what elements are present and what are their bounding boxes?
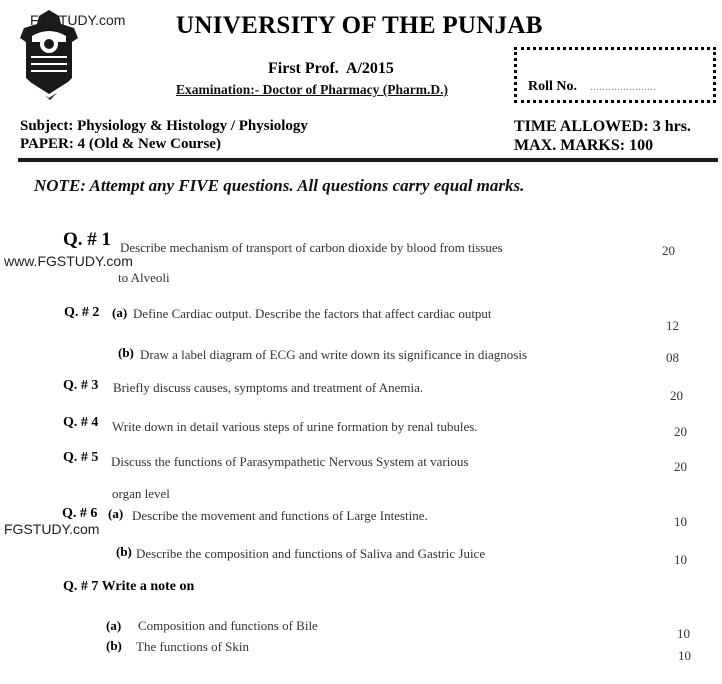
time-allowed: TIME ALLOWED: 3 hrs. bbox=[514, 118, 691, 135]
question-6-label: Q. # 6 bbox=[62, 506, 98, 521]
subject-label: Subject: Physiology & Histology / Physiology bbox=[20, 118, 308, 134]
question-6b-marks: 10 bbox=[674, 552, 687, 567]
question-7b-marks: 10 bbox=[678, 648, 691, 663]
question-3-label: Q. # 3 bbox=[63, 378, 99, 393]
watermark-mid: www.FGSTUDY.com bbox=[4, 253, 133, 269]
instructions-note: NOTE: Attempt any FIVE questions. All questions carry equal marks. bbox=[34, 176, 525, 195]
question-7a-part: (a) bbox=[106, 618, 122, 633]
question-1-label: Q. # 1 bbox=[63, 229, 112, 250]
question-6b-text: Describe the composition and functions of Saliva and Gastric Juice bbox=[136, 546, 486, 561]
question-7-label: Q. # 7 Write a note on bbox=[63, 579, 195, 594]
question-7b-part: (b) bbox=[106, 638, 122, 653]
question-2b-text: Draw a label diagram of ECG and write down its significance in diagnosis bbox=[140, 347, 528, 362]
question-1-marks: 20 bbox=[662, 243, 675, 258]
question-3-marks: 20 bbox=[670, 388, 683, 403]
question-1-text: Describe mechanism of transport of carbon dioxide by blood from tissues bbox=[120, 240, 503, 255]
question-4-text: Write down in detail various steps of urine formation by renal tubules. bbox=[112, 419, 478, 434]
question-5-text: Discuss the functions of Parasympathetic Nervous System at various bbox=[111, 454, 469, 469]
question-3-text: Briefly discuss causes, symptoms and treatment of Anemia. bbox=[113, 380, 424, 395]
question-2-label: Q. # 2 bbox=[64, 305, 100, 320]
university-title: UNIVERSITY OF THE PUNJAB bbox=[176, 12, 543, 39]
question-2a-part: (a) bbox=[112, 305, 128, 320]
question-1-text-cont: to Alveoli bbox=[118, 270, 170, 285]
roll-no-label: Roll No. bbox=[528, 79, 577, 94]
question-2a-marks: 12 bbox=[666, 318, 679, 333]
watermark-top: FGSTUDY.com bbox=[30, 12, 126, 28]
question-4-marks: 20 bbox=[674, 424, 687, 439]
question-6a-marks: 10 bbox=[674, 514, 687, 529]
question-7b-text: The functions of Skin bbox=[136, 639, 250, 654]
question-7a-text: Composition and functions of Bile bbox=[138, 618, 318, 633]
watermark-lower: FGSTUDY.com bbox=[4, 521, 100, 537]
examination-label: Examination:- Doctor of Pharmacy (Pharm.D.) bbox=[176, 82, 448, 97]
header-divider bbox=[18, 158, 718, 162]
question-6a-text: Describe the movement and functions of Large Intestine. bbox=[132, 508, 428, 523]
question-2a-text: Define Cardiac output. Describe the factors that affect cardiac output bbox=[133, 306, 492, 321]
question-5-marks: 20 bbox=[674, 459, 687, 474]
question-2b-marks: 08 bbox=[666, 350, 679, 365]
question-7a-marks: 10 bbox=[677, 626, 690, 641]
paper-label: PAPER: 4 (Old & New Course) bbox=[20, 136, 221, 152]
question-2b-part: (b) bbox=[118, 345, 134, 360]
question-6b-part: (b) bbox=[116, 544, 132, 559]
question-5-label: Q. # 5 bbox=[63, 450, 99, 465]
question-6a-part: (a) bbox=[108, 506, 124, 521]
question-4-label: Q. # 4 bbox=[63, 415, 99, 430]
roll-no-field[interactable]: ...................... bbox=[590, 79, 656, 93]
exam-title: First Prof. A/2015 bbox=[268, 60, 394, 77]
question-5-text-cont: organ level bbox=[112, 486, 170, 501]
max-marks: MAX. MARKS: 100 bbox=[514, 137, 654, 154]
